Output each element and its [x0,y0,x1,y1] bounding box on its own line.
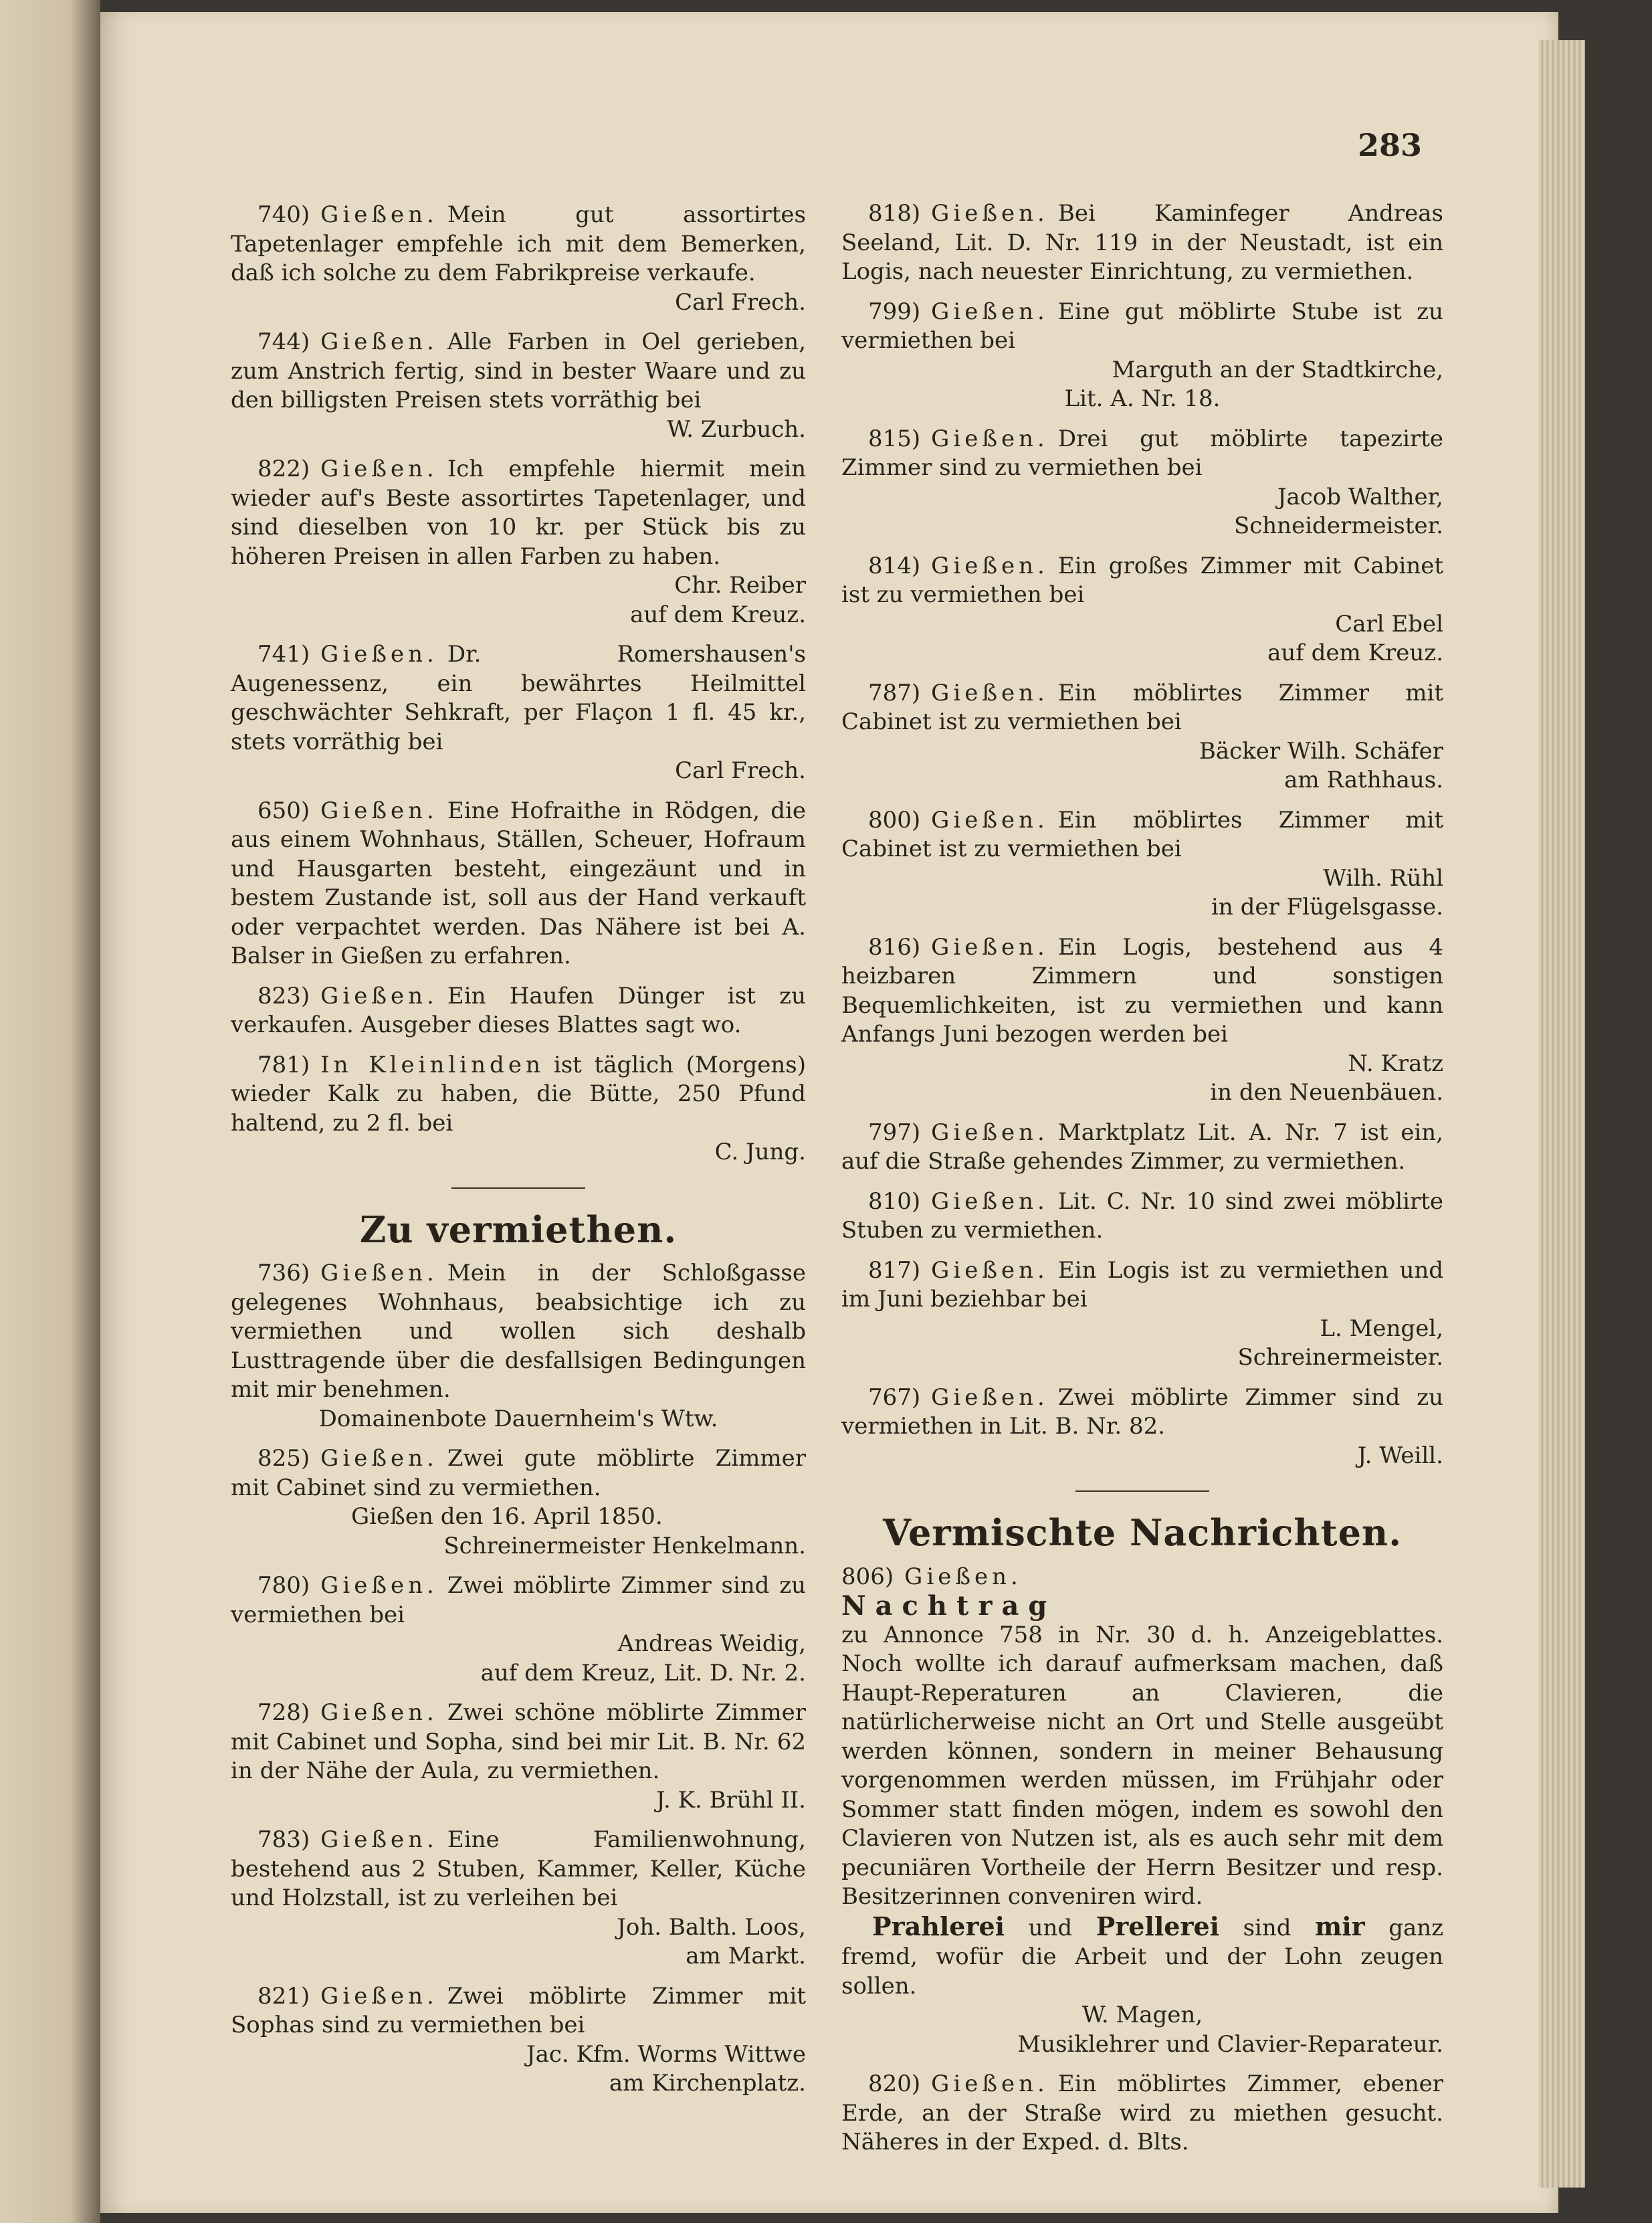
ad-817 [841,1256,1443,1373]
left-page-edge [0,0,100,2223]
ad-text: Mein gut assortirtes Tapetenlager empfehle ich mit dem Bemerken, daß ich solche zu dem Fabrikpreise verkaufe. [231,201,806,286]
ad-place: In Kleinlinden [320,1051,544,1078]
ad-text: Zwei möblirte Zimmer mit Sophas sind zu vermiethen bei [231,1982,806,2038]
bold-word: Prahlerei [872,1911,1005,1941]
ad-780 [231,1571,806,1688]
ad-place: Gießen. [931,1119,1049,1146]
section-title-zu-vermiethen: Zu vermiethen. [359,1207,678,1251]
ad-date: Gießen den 16. April 1850. [351,1503,663,1530]
ad-820 [841,2070,1443,2157]
ad-text: Zwei schöne möblirte Zimmer mit Cabinet und Sopha, sind bei mir Lit. B. Nr. 62 in der Nähe der Aula, zu vermiethen. [231,1699,806,1784]
ad-744 [231,328,806,444]
ad-signature-address: auf dem Kreuz. [1267,640,1443,666]
ad-signature: Jac. Kfm. Worms Wittwe [526,2040,806,2068]
ad-text: Eine gut möblirte Stube ist zu vermiethen bei [841,298,1443,354]
ad-number: 823) [257,982,310,1009]
ad-text: Zwei gute möblirte Zimmer mit Cabinet sind zu vermiethen. [231,1445,806,1501]
ad-text: Dr. Romershausen's Augenessenz, ein bewährtes Heilmittel geschwächter Sehkraft, per Flaçon 1 fl. 45 kr., stets vorräthig bei [231,641,806,755]
ad-number: 650) [257,797,310,824]
ad-text: Bei Kaminfeger Andreas Seeland, Lit. D. Nr. 119 in der Neustadt, ist ein Logis, nach neuester Einrichtung, zu vermiethen. [841,200,1443,285]
ad-place: Gießen. [931,552,1049,579]
left-column [231,201,806,2109]
ad-text: Zwei möblirte Zimmer sind zu vermiethen bei [231,1572,806,1628]
ad-signature-address: am Rathhaus. [1284,767,1443,793]
ad-place: Gießen. [320,201,438,228]
ad-place: Gießen. [320,641,438,668]
ad-text: Drei gut möblirte tapezirte Zimmer sind zu vermiethen bei [841,425,1443,481]
ad-number: 767) [868,1383,921,1411]
ad-822 [231,455,806,630]
ad-signature-address: Schreinermeister. [1237,1344,1443,1371]
ad-signature: Carl Frech. [675,757,806,784]
ad-signature: Schreinermeister Henkelmann. [443,1532,806,1559]
section-title-vermischte-nachrichten: Vermischte Nachrichten. [883,1511,1402,1554]
ad-number: 820) [868,2070,921,2097]
ad-number: 740) [257,201,310,228]
ad-number: 741) [257,641,310,668]
ad-signature-address: auf dem Kreuz, Lit. D. Nr. 2. [480,1659,806,1686]
ad-signature: Chr. Reiber [674,572,806,599]
ad-728 [231,1699,806,1815]
ad-650 [231,797,806,971]
ad-number: 736) [257,1260,310,1286]
ad-place: Gießen. [320,982,438,1009]
page-number: 283 [1358,127,1423,163]
ad-signature-address: Musiklehrer und Clavier-Reparateur. [1017,2030,1443,2058]
ad-799 [841,298,1443,414]
ad-number: 817) [868,1256,921,1284]
ad-number: 814) [868,552,921,579]
ad-text: Marktplatz Lit. A. Nr. 7 ist ein, auf die Straße gehendes Zimmer, zu vermiethen. [841,1119,1443,1175]
ad-signature: Wilh. Rühl [1323,864,1443,892]
ad-text: Ein möblirtes Zimmer, ebener Erde, an der Straße wird zu miethen gesucht. Näheres in der Exped. d. Blts. [841,2070,1443,2155]
ad-text: Ein Logis, bestehend aus 4 heizbaren Zimmern und sonstigen Bequemlichkeiten, ist zu vermiethen und kann Anfangs Juni bezogen werden bei [841,933,1443,1048]
ad-text: Eine Familienwohnung, bestehend aus 2 Stuben, Kammer, Keller, Küche und Holzstall, ist zu verleihen bei [231,1826,806,1911]
ad-number: 818) [868,200,921,227]
ad-heading-nachtrag: Nachtrag [841,1590,1057,1622]
ad-place: Gießen. [931,806,1049,834]
section-divider [1075,1490,1209,1492]
ad-signature: W. Zurbuch. [667,415,806,443]
ad-number: 797) [868,1119,921,1146]
ad-number: 816) [868,933,921,961]
ad-place: Gießen. [320,328,438,355]
ad-number: 810) [868,1187,921,1215]
ad-signature: Andreas Weidig, [617,1630,806,1657]
ad-number: 780) [257,1572,310,1599]
ad-number: 728) [257,1699,310,1726]
ad-text: Ein möblirtes Zimmer mit Cabinet ist zu vermiethen bei [841,806,1443,862]
ad-place: Gießen. [320,1572,438,1599]
ad-number: 821) [257,1982,310,2010]
ad-text: sind [1243,1914,1292,1941]
ad-place: Gießen. [931,1256,1049,1284]
ad-signature-address: Lit. A. Nr. 18. [1064,385,1221,412]
ad-736 [231,1259,806,1434]
ad-place: Gießen. [320,1982,438,2010]
ad-text: Ich empfehle hiermit mein wieder auf's Beste assortirtes Tapetenlager, und sind dieselben von 10 kr. per Stück bis zu höheren Preisen in allen Farben zu haben. [231,456,806,570]
ad-signature-address: am Kirchenplatz. [609,2070,806,2097]
ad-816 [841,933,1443,1108]
ad-787 [841,679,1443,795]
ad-signature: L. Mengel, [1320,1315,1443,1342]
ad-signature: Jacob Walther, [1277,483,1443,510]
ad-signature-address: auf dem Kreuz. [630,601,806,628]
ad-place: Gießen. [904,1563,1022,1590]
ad-number: 800) [868,806,921,834]
ad-818 [841,199,1443,287]
ad-signature: Marguth an der Stadtkirche, [1112,356,1443,383]
ad-text: Eine Hofraithe in Rödgen, die aus einem Wohnhaus, Ställen, Scheuer, Hofraum und Hausgarten besteht, eingezäunt und in bestem Zustande ist, soll aus der Hand verkauft oder verpachtet werden. Das Nähere ist bei A. Balser in Gießen zu erfahren. [231,797,806,969]
ad-place: Gießen. [931,679,1049,706]
ad-place: Gießen. [931,1383,1049,1411]
ad-767 [841,1383,1443,1471]
ad-text: ganz fremd, wofür die Arbeit und der Lohn zeugen sollen. [841,1914,1444,2000]
ad-place: Gießen. [931,425,1049,452]
ad-number: 744) [257,328,310,355]
ad-place: Gießen. [931,1187,1049,1215]
ad-number: 806) [841,1563,894,1590]
ad-text: zu Annonce 758 in Nr. 30 d. h. Anzeigeblattes. Noch wollte ich darauf aufmerksam machen, daß Haupt-Reperaturen an Clavieren, die natürlicherweise nicht an Ort und Stelle ausgeübt werden können, sondern in meiner Behausung vorgenommen werden müssen, im Frühjahr oder Sommer statt finden mögen, indem es sowohl den Clavieren von Nutzen ist, als es auch sehr mit dem pecuniären Vortheile der Herrn Besitzer und resp. Besitzerinnen conveniren wird. [841,1621,1443,1910]
ad-text: Lit. C. Nr. 10 sind zwei möblirte Stuben zu vermiethen. [841,1187,1443,1244]
ad-825 [231,1444,806,1561]
ad-signature-address: am Markt. [686,1943,806,1969]
ad-signature: Carl Ebel [1335,610,1443,638]
ad-823 [231,982,806,1040]
ad-place: Gießen. [320,456,438,482]
ad-place: Gießen. [931,200,1049,227]
ad-text: Zwei möblirte Zimmer sind zu vermiethen in Lit. B. Nr. 82. [841,1383,1443,1440]
ad-signature: J. K. Brühl II. [655,1786,806,1814]
ad-place: Gießen. [320,1445,438,1472]
ad-signature-address: in den Neuenbäuen. [1210,1079,1443,1106]
ad-place: Gießen. [931,2070,1049,2097]
ad-800 [841,806,1443,923]
ad-814 [841,552,1443,668]
ad-text: Ein möblirtes Zimmer mit Cabinet ist zu vermiethen bei [841,679,1443,735]
ad-number: 815) [868,425,921,452]
ad-821 [231,1982,806,2099]
ad-signature: Joh. Balth. Loos, [617,1913,806,1941]
ad-text: Alle Farben in Oel gerieben, zum Anstrich fertig, sind in bester Waare und zu den billigsten Preisen stets vorräthig bei [231,328,806,413]
ad-place: Gießen. [320,797,438,824]
ad-810 [841,1187,1443,1246]
ad-signature: Carl Frech. [675,288,806,316]
ad-text: Ein Haufen Dünger ist zu verkaufen. Ausgeber dieses Blattes sagt wo. [231,982,806,1038]
ad-number: 783) [257,1826,310,1853]
right-column [841,199,1443,2168]
ad-signature: Domainenbote Dauernheim's Wtw. [318,1405,718,1432]
ad-signature: C. Jung. [714,1139,806,1165]
ad-signature: J. Weill. [1357,1442,1443,1469]
ad-text: Mein in der Schloßgasse gelegenes Wohnhaus, beabsichtige ich zu vermiethen und wollen sich deshalb Lusttragende über die desfallsigen Bedingungen mit mir benehmen. [231,1260,806,1403]
ad-781 [231,1051,806,1167]
ad-number: 781) [257,1051,310,1078]
ad-815 [841,425,1443,541]
ad-signature: W. Magen, [1081,2002,1203,2028]
ad-place: Gießen. [320,1699,438,1726]
ad-signature-address: in der Flügelsgasse. [1211,894,1443,921]
ad-text: Ein großes Zimmer mit Cabinet ist zu vermiethen bei [841,552,1443,608]
bold-word: mir [1315,1911,1365,1941]
ad-signature: Bäcker Wilh. Schäfer [1199,737,1443,765]
ad-740 [231,201,806,317]
page-stack-edge [1538,40,1585,2188]
ad-806 [841,1563,1443,2060]
ad-place: Gießen. [931,298,1049,325]
ad-place: Gießen. [931,933,1049,961]
ad-783 [231,1826,806,1971]
ad-number: 787) [868,679,921,706]
section-divider [451,1187,585,1189]
bold-word: Prellerei [1096,1911,1220,1941]
ad-797 [841,1119,1443,1177]
ad-place: Gießen. [320,1826,438,1853]
ad-number: 822) [257,456,310,482]
ad-signature: N. Kratz [1348,1050,1443,1077]
ad-text: und [1028,1914,1073,1941]
ad-741 [231,640,806,786]
ad-text: ist täglich (Morgens) wieder Kalk zu haben, die Bütte, 250 Pfund haltend, zu 2 fl. bei [231,1051,806,1137]
ad-number: 799) [868,298,921,325]
ad-text: Ein Logis ist zu vermiethen und im Juni beziehbar bei [841,1256,1443,1313]
ad-number: 825) [257,1445,310,1472]
ad-place: Gießen. [320,1260,438,1286]
ad-signature-address: Schneidermeister. [1233,512,1443,539]
